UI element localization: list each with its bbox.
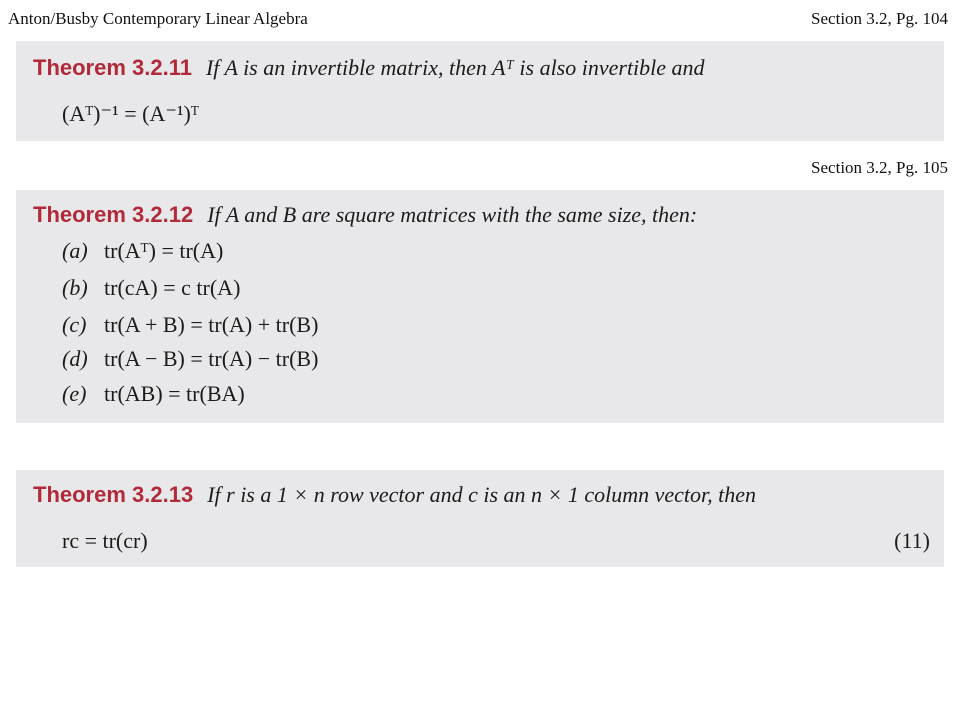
- item-label: (d): [62, 346, 88, 371]
- equation-number: (11): [894, 528, 930, 553]
- theorem-item: [62, 312, 318, 338]
- theorem-label: Theorem 3.2.13: [33, 482, 194, 507]
- theorem-box-3-2-13: [16, 470, 944, 567]
- theorem-equation: rc = tr(cr): [62, 528, 148, 553]
- theorem-statement: If A and B are square matrices with the same size, then:: [207, 202, 698, 227]
- item-formula: tr(Aᵀ) = tr(A): [104, 238, 224, 263]
- item-formula: tr(AB) = tr(BA): [104, 381, 245, 406]
- theorem-box-3-2-12: [16, 190, 944, 423]
- document-title: Anton/Busby Contemporary Linear Algebra: [8, 9, 308, 28]
- theorem-heading: [33, 482, 756, 508]
- item-formula: tr(A + B) = tr(A) + tr(B): [104, 312, 319, 337]
- theorem-label: Theorem 3.2.12: [33, 202, 194, 227]
- item-formula: tr(A − B) = tr(A) − tr(B): [104, 346, 319, 371]
- section-reference: Section 3.2, Pg. 104: [811, 9, 948, 28]
- item-label: (c): [62, 312, 87, 337]
- theorem-item: [62, 238, 223, 264]
- theorem-statement: If A is an invertible matrix, then Aᵀ is also invertible and: [205, 55, 705, 80]
- theorem-item: [62, 275, 240, 301]
- section-reference: Section 3.2, Pg. 105: [811, 158, 948, 177]
- theorem-heading: [33, 55, 705, 81]
- theorem-item: [62, 381, 245, 407]
- theorem-label: Theorem 3.2.11: [33, 55, 192, 80]
- item-label: (e): [62, 381, 87, 406]
- item-label: (b): [62, 275, 88, 300]
- theorem-equation: (Aᵀ)⁻¹ = (A⁻¹)ᵀ: [62, 101, 199, 126]
- item-formula: tr(cA) = c tr(A): [104, 275, 241, 300]
- theorem-statement: If r is a 1 × n row vector and c is an n × 1 column vector, then: [207, 482, 757, 507]
- item-label: (a): [62, 238, 88, 263]
- theorem-heading: [33, 202, 697, 228]
- theorem-box-3-2-11: [16, 41, 944, 141]
- theorem-item: [62, 346, 318, 372]
